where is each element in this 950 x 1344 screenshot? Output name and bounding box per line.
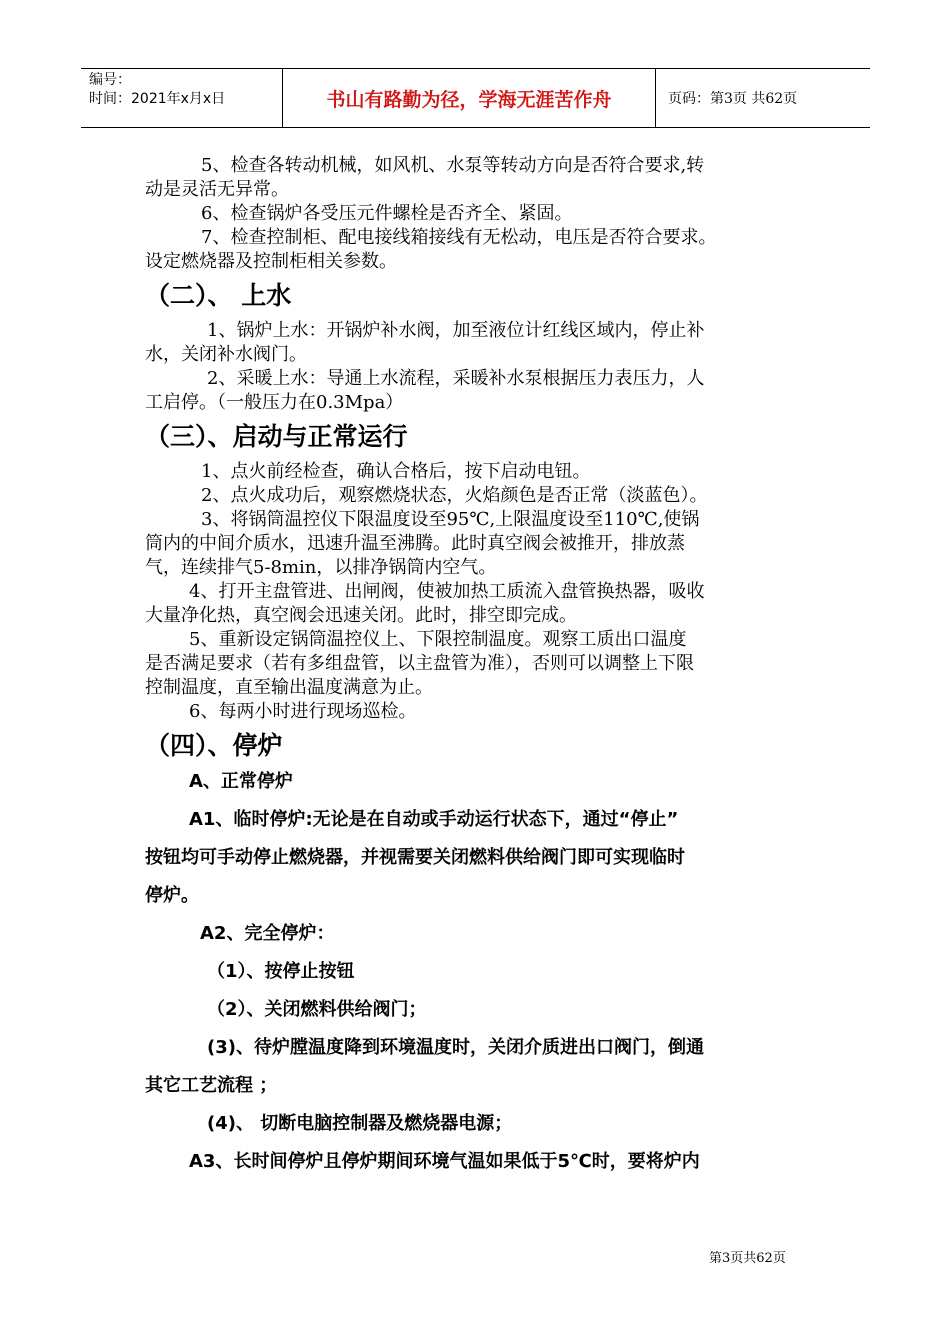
- header-page-label: 页码：第3页 共62页: [668, 91, 798, 107]
- paragraph: 6、每两小时进行现场巡检。: [189, 701, 417, 722]
- header-motto: 书山有路勤为径，学海无涯苦作舟: [283, 69, 656, 127]
- paragraph: 5、重新设定锅筒温控仪上、下限控制温度。观察工质出口温度: [189, 629, 687, 650]
- list-item: (3)、待炉膛温度降到环境温度时，关闭介质进出口阀门，倒通: [207, 1037, 704, 1058]
- list-item: （1）、按停止按钮: [207, 961, 355, 982]
- paragraph: 按钮均可手动停止燃烧器，并视需要关闭燃料供给阀门即可实现临时: [145, 847, 685, 868]
- paragraph: 5、检查各转动机械，如风机、水泵等转动方向是否符合要求,转: [201, 155, 705, 176]
- paragraph: 筒内的中间介质水，迅速升温至沸腾。此时真空阀会被推开，排放蒸: [145, 533, 685, 554]
- paragraph: 1、锅炉上水：开锅炉补水阀，加至液位计红线区域内，停止补: [207, 320, 705, 341]
- paragraph: A1、临时停炉:无论是在自动或手动运行状态下，通过“停止”: [189, 809, 679, 830]
- section-heading-three: （三）、启动与正常运行: [145, 422, 408, 451]
- document-body: [145, 154, 810, 1181]
- subheading-a2: A2、完全停炉：: [200, 923, 335, 944]
- number-label: 编号：: [89, 72, 131, 88]
- page-footer: 第3页共62页: [709, 1251, 786, 1266]
- paragraph: 是否满足要求（若有多组盘管，以主盘管为准），否则可以调整上下限: [145, 653, 694, 674]
- paragraph: 工启停。（一般压力在0.3Mpa）: [145, 392, 404, 413]
- page-header: [81, 68, 870, 128]
- subheading-a: A、正常停炉: [189, 771, 293, 792]
- paragraph: 停炉。: [145, 885, 199, 906]
- paragraph: 大量净化热，真空阀会迅速关闭。此时，排空即完成。: [145, 605, 577, 626]
- time-label: 时间：2021年x月x日: [89, 91, 226, 107]
- paragraph: 2、采暖上水：导通上水流程，采暖补水泵根据压力表压力，人: [207, 368, 705, 389]
- paragraph: 2、点火成功后，观察燃烧状态，火焰颜色是否正常（淡蓝色）。: [201, 485, 708, 506]
- section-heading-four: （四）、停炉: [145, 731, 283, 760]
- paragraph: 气，连续排气5-8min，以排净锅筒内空气。: [145, 557, 497, 578]
- paragraph: A3、长时间停炉且停炉期间环境气温如果低于5℃时，要将炉内: [189, 1151, 700, 1172]
- paragraph: 控制温度，直至输出温度满意为止。: [145, 677, 433, 698]
- paragraph: 设定燃烧器及控制柜相关参数。: [145, 251, 397, 272]
- paragraph: 4、打开主盘管进、出闸阀，使被加热工质流入盘管换热器，吸收: [189, 581, 705, 602]
- header-meta: [81, 69, 283, 127]
- paragraph: 3、将锅筒温控仪下限温度设至95℃,上限温度设至110℃,使锅: [201, 509, 700, 530]
- paragraph: 1、点火前经检查，确认合格后，按下启动电钮。: [201, 461, 591, 482]
- paragraph: 7、检查控制柜、配电接线箱接线有无松动，电压是否符合要求。: [201, 227, 717, 248]
- paragraph: 6、检查锅炉各受压元件螺栓是否齐全、紧固。: [201, 203, 573, 224]
- list-item-continuation: 其它工艺流程 ；: [145, 1075, 278, 1096]
- list-item: (4)、 切断电脑控制器及燃烧器电源；: [207, 1113, 513, 1134]
- paragraph: 动是灵活无异常。: [145, 179, 289, 200]
- section-heading-two: （二）、 上水: [145, 281, 292, 310]
- list-item: （2）、关闭燃料供给阀门；: [207, 999, 427, 1020]
- paragraph: 水，关闭补水阀门。: [145, 344, 307, 365]
